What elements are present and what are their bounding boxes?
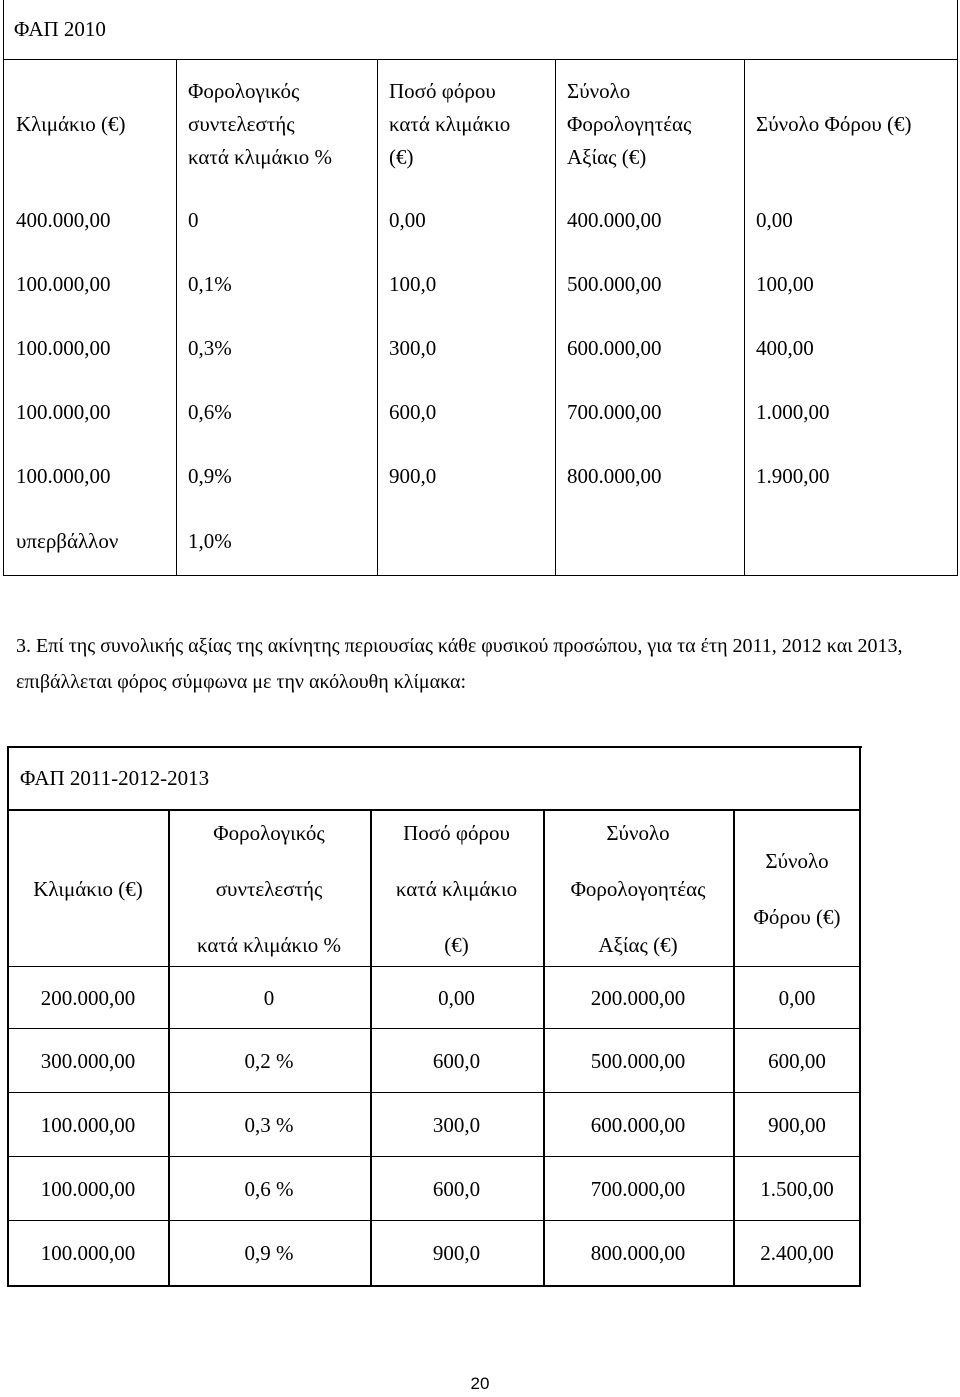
header-line: Φόρου (€) <box>753 904 841 929</box>
table-cell: 0,3% <box>188 335 232 360</box>
table-cell: 100.000,00 <box>16 271 111 296</box>
table-cell: 0 <box>188 208 199 232</box>
table-cell: 600.000,00 <box>590 1112 686 1137</box>
table-cell: 100.000,00 <box>16 399 111 424</box>
header-line: Σύνολο <box>567 78 631 103</box>
header-text <box>16 108 125 141</box>
header-line: Σύνολο <box>606 820 670 845</box>
header-line: Φορολογικός <box>213 820 325 845</box>
table-cell: 500.000,00 <box>567 271 662 296</box>
table-cell: 0,00 <box>756 208 793 232</box>
table-cell: 1.000,00 <box>756 399 830 424</box>
paragraph-3: 3. Επί της συνολικής αξίας της ακίνητης περιουσίας κάθε φυσικού προσώπου, για τα έτη 2011, 2012 και 2013, επιβάλλεται φόρος σύμφωνα με την ακόλουθη κλίμακα: <box>16 635 903 693</box>
header-line: Φορολογοητέας <box>570 876 706 901</box>
table-title: ΦΑΠ 2010 <box>14 17 106 41</box>
header-line: Ποσό φόρου <box>389 78 496 103</box>
header-text <box>197 805 341 973</box>
header-line: κατά κλιμάκιο <box>389 111 511 136</box>
table-cell: 800.000,00 <box>590 1241 686 1265</box>
table-cell: 700.000,00 <box>567 399 662 424</box>
table-cell: 400.000,00 <box>16 208 111 232</box>
header-line: Φορολογητέας <box>567 111 692 136</box>
header-text <box>396 805 517 973</box>
header-line: συντελεστής <box>188 111 295 136</box>
column-header <box>377 59 555 189</box>
table-cell <box>744 508 958 575</box>
header-line: Κλιμάκιο (€) <box>33 876 143 901</box>
header-text <box>571 805 706 973</box>
table-cell: 0,00 <box>778 985 816 1010</box>
table-cell: 0,3 % <box>244 1112 294 1137</box>
table-cell: 0,2 % <box>244 1048 294 1073</box>
table-title: ΦΑΠ 2011-2012-2013 <box>20 765 210 790</box>
header-line: Αξίας (€) <box>598 932 678 957</box>
table-cell: 100.000,00 <box>16 463 111 488</box>
column-header <box>370 810 543 967</box>
header-line: Ποσό φόρου <box>403 820 510 845</box>
table-cell: 600,0 <box>389 399 437 424</box>
header-text <box>756 108 912 141</box>
table-cell: 900,00 <box>768 1112 826 1137</box>
header-line: Αξίας (€) <box>567 144 647 169</box>
header-line: κατά κλιμάκιο <box>395 876 518 901</box>
table-cell: 200.000,00 <box>590 985 686 1010</box>
table-cell: 0,9 % <box>244 1241 294 1265</box>
table-cell: υπερβάλλον <box>16 529 119 553</box>
table-cell: 300,0 <box>432 1112 481 1137</box>
table-cell: 300.000,00 <box>40 1048 136 1073</box>
table-cell: 900,0 <box>432 1241 481 1265</box>
header-line: κατά κλιμάκιο % <box>188 144 332 169</box>
table-cell: 700.000,00 <box>590 1176 686 1201</box>
tax-scale-table-2011-2013 <box>0 746 862 1310</box>
column-header <box>543 810 733 967</box>
table-cell: 0,00 <box>438 985 475 1010</box>
table-cell: 1.900,00 <box>756 463 830 488</box>
table-cell: 300,0 <box>389 335 437 360</box>
column-header <box>8 810 168 967</box>
header-line: Φορολογικός <box>188 78 300 103</box>
table-cell: 800.000,00 <box>567 463 662 488</box>
column-header <box>168 810 370 967</box>
table-cell: 0,6 % <box>244 1176 294 1201</box>
table-cell <box>377 508 555 575</box>
table-cell: 2.400,00 <box>760 1241 834 1265</box>
table-cell: 100,00 <box>756 271 814 296</box>
table-cell: 0,6% <box>188 399 232 424</box>
header-line: συντελεστής <box>215 876 323 901</box>
header-text <box>754 833 841 945</box>
table-cell: 0,00 <box>389 208 426 232</box>
table-cell: 0,9% <box>188 463 232 488</box>
tax-scale-table-2010 <box>0 0 960 578</box>
table-cell: 200.000,00 <box>40 985 136 1010</box>
header-text <box>33 861 142 917</box>
column-header <box>4 59 176 189</box>
header-line: (€) <box>444 932 469 957</box>
table-cell: 100.000,00 <box>16 335 111 360</box>
table-cell: 1,0% <box>188 529 232 553</box>
column-header <box>744 59 958 189</box>
header-text <box>188 75 332 174</box>
header-text <box>567 75 691 174</box>
header-line: (€) <box>389 144 414 169</box>
table-cell: 1.500,00 <box>760 1176 834 1201</box>
table-cell: 100,0 <box>389 271 437 296</box>
table-cell: 900,0 <box>389 463 437 488</box>
table-cell: 400.000,00 <box>567 208 662 232</box>
table-cell <box>555 508 744 575</box>
header-line: Σύνολο <box>765 848 829 873</box>
column-header <box>733 810 861 967</box>
table-cell: 600,00 <box>768 1048 826 1073</box>
table-cell: 600,0 <box>432 1176 481 1201</box>
header-line: Κλιμάκιο (€) <box>16 111 126 136</box>
header-text <box>389 75 510 174</box>
table-cell: 600,0 <box>432 1048 481 1073</box>
table-cell: 100.000,00 <box>40 1241 136 1265</box>
table-cell: 400,00 <box>756 335 814 360</box>
header-line: κατά κλιμάκιο % <box>197 932 341 957</box>
table-cell: 100.000,00 <box>40 1112 136 1137</box>
table-cell: 0,1% <box>188 271 232 296</box>
table-cell: 100.000,00 <box>40 1176 136 1201</box>
header-line: Σύνολο Φόρου (€) <box>756 111 912 136</box>
table-border-bottom <box>3 575 958 576</box>
page-number: 20 <box>470 1374 490 1393</box>
table-cell: 600.000,00 <box>567 335 662 360</box>
table-cell: 500.000,00 <box>590 1048 686 1073</box>
column-header <box>176 59 377 189</box>
column-header <box>555 59 744 189</box>
table-cell: 0 <box>263 985 275 1010</box>
